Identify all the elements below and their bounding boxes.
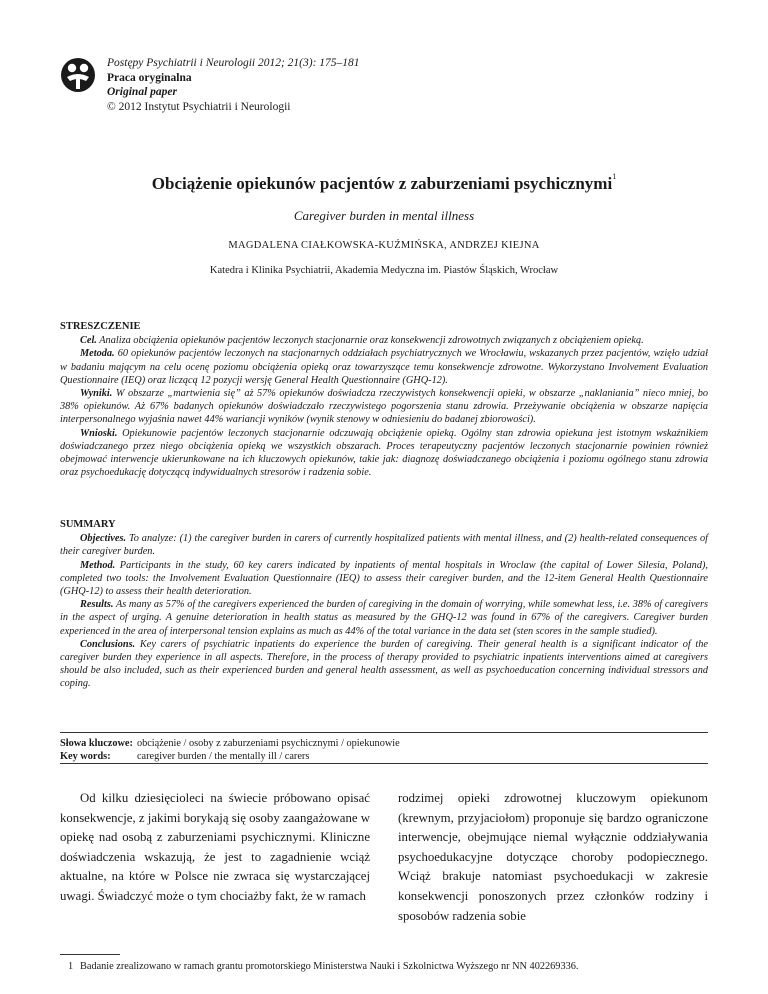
text: Analiza obciążenia opiekunów pacjentów leczonych stacjonarnie oraz konsekwencji zdrowotnych związanych z obciążeniem opieką.: [99, 335, 644, 347]
footnote: [68, 961, 579, 972]
abstract-pl-heading: STRESZCZENIE: [60, 321, 141, 332]
abstract-en-conclusions: [60, 638, 708, 691]
abstract-pl-metoda: [60, 347, 708, 387]
keywords-pl-label: Słowa kluczowe:: [60, 738, 133, 749]
text: 60 opiekunów pacjentów leczonych na stacjonarnych oddziałach psychiatrycznych we Wrocławiu, wskazanych przez pacjentów, wzięło udział w badaniu mającym na celu ocenę poziomu obciążenia opieką oraz towarzyszące temu konsekwencje zdrowotne. Wykorzystano Involvement Evaluation Questionnaire (IEQ) oraz liczącą 12 pozycji wersję General Health Questionnaire (GHQ-12).: [60, 348, 708, 386]
keywords-bottom-rule: [60, 763, 708, 764]
abstract-pl-cel: [60, 334, 708, 347]
footnote-rule: [60, 954, 120, 955]
journal-logo-icon: [60, 57, 96, 93]
label: Wyniki.: [80, 388, 113, 400]
journal-header: [107, 56, 360, 114]
copyright: © 2012 Instytut Psychiatrii i Neurologii: [107, 100, 291, 113]
text: As many as 57% of the caregivers experienced the burden of caregiving in the domain of worrying, while somewhat less, i.e. 38% of caregivers in the aspect of urging. A genuine deterioration in health status as measured by the GHQ-12 was found in 67% of the caregivers. Caregiver burden experienced in the area of interpersonal tension explains as much as 44% of the total variance in the data set (sten scores in the sample studied).: [60, 599, 709, 637]
text: Key carers of psychiatric inpatients do experience the burden of caregiving. Their general health is a significant indicator of the caregiver burden they experience in all aspects. Therefore, in the process of therapy provided to psychiatric inpatients interventions aimed at caregivers should be also included, such as their experienced burden and general health assessment, as well as psychoeducation concerning individual stressors and coping.: [60, 638, 708, 690]
abstract-pl: [60, 320, 708, 479]
article-title: [0, 174, 768, 194]
paper-type-en: Original paper: [107, 86, 177, 98]
affiliation: Katedra i Klinika Psychiatrii, Akademia Medyczna im. Piastów Śląskich, Wrocław: [209, 265, 559, 276]
abstract-pl-wnioski: [60, 427, 708, 480]
label: Conclusions.: [80, 638, 136, 650]
article-title-text: Obciążenie opiekunów pacjentów z zaburzeniami psychicznymi: [151, 174, 613, 193]
abstract-en-heading: SUMMARY: [60, 519, 116, 530]
text: W obszarze „martwienia się” aż 57% opiekunów doświadcza rzeczywistych konsekwencji opieki, w obszarze „naklaniania” nieco mniej, bo 38% opiekunów. Aż 67% badanych opiekunów doświadczało rzeczywistego pogorszenia stanu zdrowia. Przeżywanie obciążenia w obszarze napięcia interpersonalnego wyjaśnia nawet 44% wariancji wyników (wynik stenowy w odniesieniu do badanej zbiorowości).: [60, 388, 708, 426]
abstract-en: [60, 518, 708, 691]
abstract-pl-wyniki: [60, 387, 708, 427]
journal-citation: Postępy Psychiatrii i Neurologii 2012; 21(3): 175–181: [107, 57, 360, 69]
keywords: [60, 737, 400, 763]
title-footnote-mark: 1: [612, 172, 617, 181]
text: Participants in the study, 60 key carers indicated by inpatients of mental hospitals in Wroclaw (the capital of Lower Silesia, Poland), completed two tools: the Involvement Evaluation Questionnaire (IEQ) to assess their caregiver burden, and the 12-item General Health Questionnaire (GHQ-12) to assess their health deterioration.: [60, 559, 708, 598]
abstract-en-results: [60, 598, 708, 638]
text: To analyze: (1) the caregiver burden in carers of currently hospitalized patients with mental illness, and (2) health-related consequences of their caregiver burden.: [60, 533, 708, 558]
paper-type-pl: Praca oryginalna: [107, 71, 192, 84]
keywords-en-label: Key words:: [60, 751, 111, 762]
label: Objectives.: [80, 533, 127, 545]
label: Wnioski.: [80, 427, 118, 439]
label: Method.: [80, 559, 116, 571]
abstract-en-method: [60, 559, 708, 599]
label: Results.: [80, 599, 114, 611]
keywords-en: caregiver burden / the mentally ill / carers: [136, 751, 310, 762]
article-subtitle: Caregiver burden in mental illness: [293, 208, 475, 223]
body-right-column: rodzimej opieki zdrowotnej kluczowym opiekunom (krewnym, przyjaciołom) proponuje się bardzo ograniczone interwencje, obejmujące niemal wyłącznie oddziaływania psychoedukacyjne dotyczące choroby podopiecznego. Wciąż brakuje natomiast psychoedukacji w zakresie konsekwencji ponoszonych przez członków rodziny i sposobów radzenia sobie: [398, 791, 708, 923]
text: Opiekunowie pacjentów leczonych stacjonarnie odczuwają obciążenie opieką. Ogólny stan zdrowia opiekuna jest istotnym wskaźnikiem doświadczanego przez niego obciążenia opieką we wszystkich obszarach. Proces terapeutyczny pacjentów leczonych stacjonarnie powinien również obejmować interwencje ukierunkowane na ich kluczowych opiekunów, takie jak: diagnozę doświadczanego obciążenia i poziomu ogólnego stanu zdrowia oraz psychoedukację dotyczącą indywidualnych stresorów i radzenia sobie.: [60, 427, 709, 479]
keywords-top-rule: [60, 732, 708, 733]
body-left-column: Od kilku dziesięcioleci na świecie próbowano opisać konsekwencje, z jakimi borykają się osoby zaangażowane w opiekę nad osobą z zaburzeniami psychicznymi. Kliniczne doświadczenia wskazują, że jest to zagadnienie wciąż aktualne, na które w Polsce nie zwraca się wystarczającej uwagi. Świadczyć może o tym chociażby fakt, że w ramach: [60, 791, 370, 903]
footnote-text: Badanie zrealizowano w ramach grantu promotorskiego Ministerstwa Nauki i Szkolnictwa Wyższego nr NN 402269336.: [80, 961, 579, 972]
keywords-pl: obciążenie / osoby z zaburzeniami psychicznymi / opiekunowie: [136, 738, 400, 749]
authors: MAGDALENA CIAŁKOWSKA-KUŹMIŃSKA, ANDRZEJ KIEJNA: [228, 240, 540, 251]
label: Cel.: [80, 335, 97, 347]
footnote-mark: 1: [68, 961, 74, 972]
label: Metoda.: [80, 348, 115, 360]
abstract-en-objectives: [60, 532, 708, 558]
